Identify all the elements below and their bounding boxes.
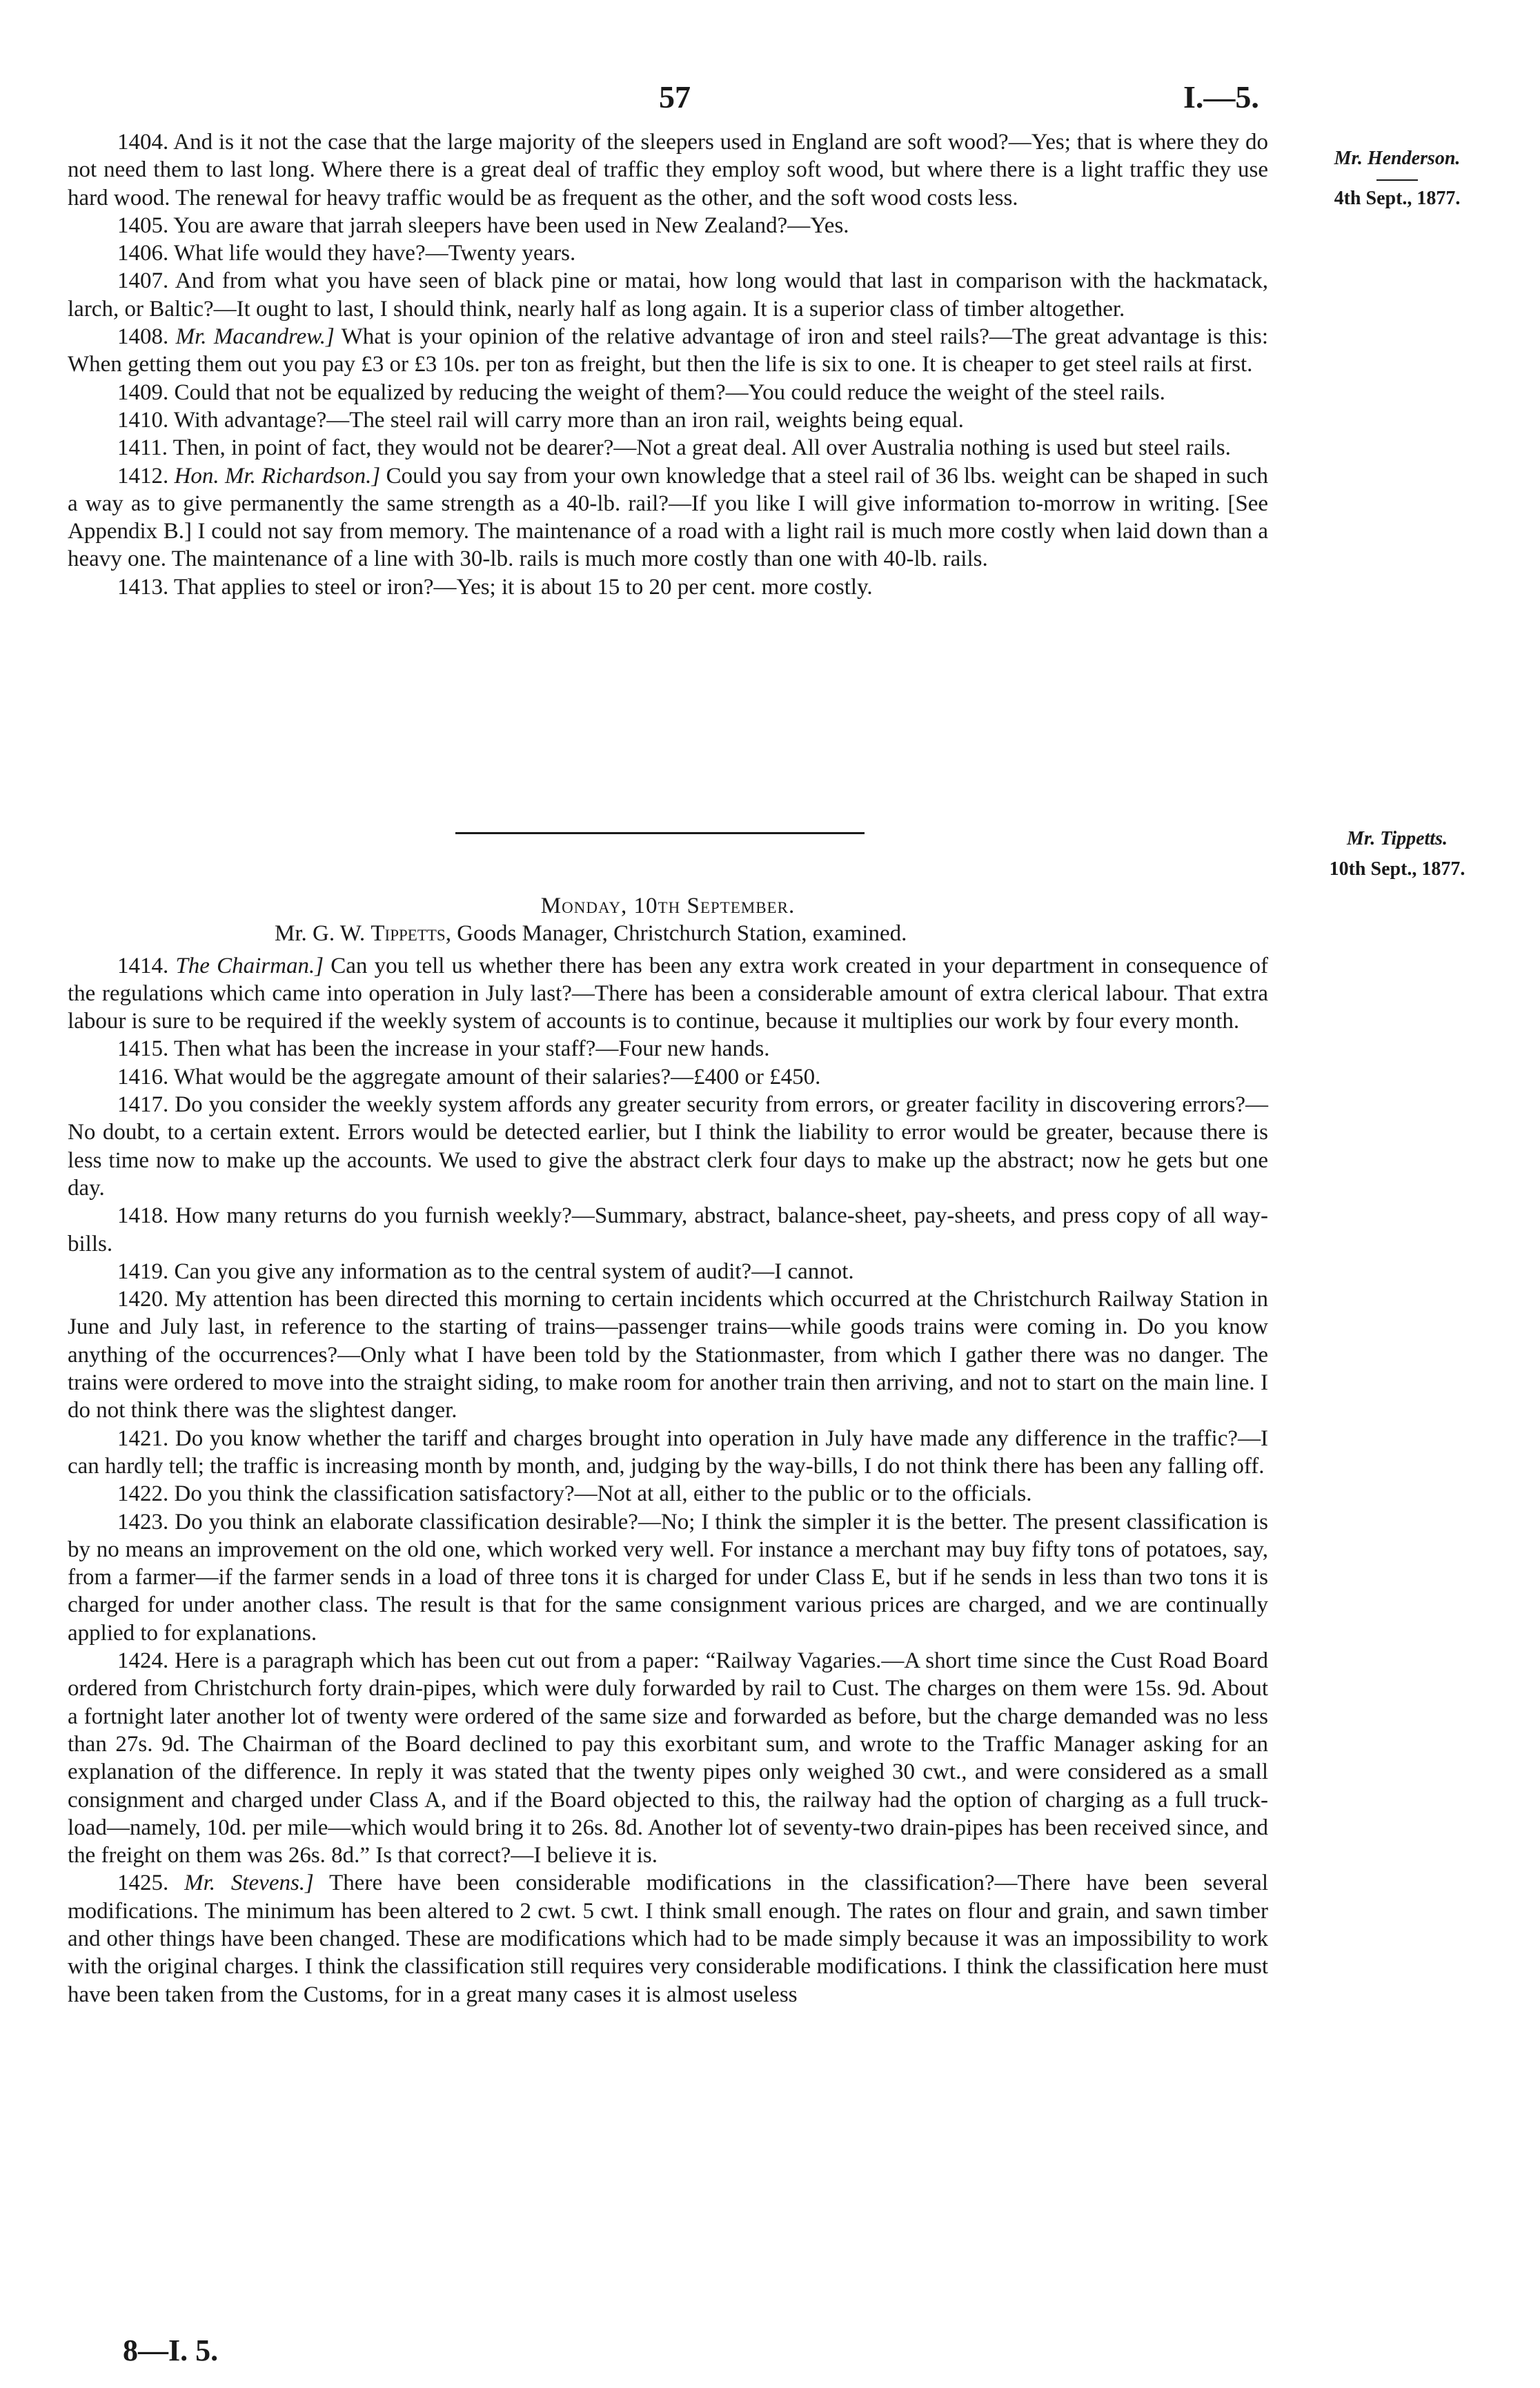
question-number: 1415. [117, 1036, 169, 1062]
witness-name: Tippetts [371, 921, 446, 947]
question-text: With advantage?—The steel rail will carry more than an iron rail, weights being equal. [168, 407, 964, 433]
question-number: 1408. [117, 324, 169, 350]
question-paragraph [68, 379, 1268, 406]
question-number: 1420. [117, 1287, 169, 1312]
speaker-name: Hon. Mr. Richardson.] [174, 463, 381, 489]
margin-note-dash [1376, 179, 1418, 181]
question-number: 1409. [117, 379, 169, 405]
question-text: What life would they have?—Twenty years. [168, 241, 576, 266]
question-text: Could that not be equalized by reducing the weight of them?—You could reduce the weight of the steel rails. [168, 379, 1165, 405]
question-number: 1418. [117, 1203, 169, 1229]
margin-note-name: Mr. Henderson. [1334, 148, 1461, 169]
question-text: You are aware that jarrah sleepers have been used in New Zealand?—Yes. [168, 213, 849, 238]
page-number: 57 [659, 79, 691, 115]
question-text: Can you tell us whether there has been any extra work created in your department in consequence of the regulations which came into operation in July last?—There has been a considerable amount of extra clerical labour. That extra labour is sure to be required if the weekly system of accounts is to continue, because it multiplies our work by four every month. [68, 953, 1269, 1034]
question-text: And is it not the case that the large majority of the sleepers used in England are soft wood?—Yes; that is where they do not need them to last long. Where there is a great deal of traffic they employ soft wood, but where there is a light traffic they use hard wood. The renewal for heavy traffic would be as frequent as the other, and the soft wood costs less. [68, 130, 1268, 210]
question-paragraph [68, 1091, 1268, 1202]
speaker-name: Mr. Stevens.] [184, 1871, 314, 1896]
margin-note-witness-2 [1283, 825, 1511, 883]
question-paragraph [68, 239, 1268, 267]
question-paragraph [68, 952, 1268, 1036]
testimony-section-tippetts [68, 892, 1268, 2009]
question-number: 1422. [117, 1481, 169, 1507]
question-number: 1416. [117, 1064, 169, 1089]
question-number: 1414. [117, 953, 169, 978]
question-paragraph [68, 573, 1268, 601]
question-text: Could you say from your own knowledge that a steel rail of 36 lbs. weight can be shaped in such a way as to give permanently the same strength as a 40-lb. rail?—If you like I will give information to-morrow in writing. [See Appendix B.] I could not say from memory. The maintenance of a road with a light rail is much more costly when laid down than a heavy one. The maintenance of a line with 30-lb. rails is much more costly than one with 40-lb. rails. [68, 463, 1269, 572]
margin-note-date: 4th Sept., 1877. [1334, 188, 1461, 209]
question-text: And from what you have seen of black pine or matai, how long would that last in comparison with the hackmatack, larch, or Baltic?—It ought to last, I should think, nearly half as long again. It is a superior class of timber altogether. [68, 268, 1268, 322]
question-paragraph [68, 1480, 1268, 1508]
question-text: My attention has been directed this morning to certain incidents which occurred at the Christchurch Railway Station in June and July last, in reference to the starting of trains—passenger trains—while goods trains were coming in. Do you know anything of the occurrences?—Only what I have been told by the Stationmaster, from which I gather there was no danger. The trains were ordered to move into the straight siding, to make room for another train then arriving, and not to start on the main line. I do not think there was the slightest danger. [68, 1287, 1268, 1423]
speaker-name: The Chairman.] [175, 953, 324, 978]
question-paragraph [68, 1647, 1268, 1869]
question-text: Do you know whether the tariff and charges brought into operation in July have made any difference in the traffic?—I can hardly tell; the traffic is increasing month by month, and, judging by the way-bills, I do not think there has been any falling off. [68, 1425, 1268, 1479]
question-text: Then what has been the increase in your staff?—Four new hands. [168, 1036, 770, 1062]
question-paragraph [68, 1035, 1268, 1063]
question-number: 1406. [117, 241, 169, 266]
document-reference: I.—5. [1183, 79, 1259, 115]
session-date: Monday, 10th September. [540, 894, 796, 918]
question-number: 1410. [117, 407, 169, 433]
question-number: 1417. [117, 1092, 169, 1118]
question-paragraph [68, 212, 1268, 239]
question-number: 1405. [117, 213, 169, 238]
signature-mark: 8—I. 5. [123, 2333, 219, 2367]
question-text: What would be the aggregate amount of their salaries?—£400 or £450. [168, 1064, 821, 1089]
testimony-body [68, 952, 1268, 2009]
witness-suffix: , Goods Manager, Christchurch Station, examined. [445, 921, 907, 947]
question-paragraph [68, 1285, 1268, 1424]
question-text: That applies to steel or iron?—Yes; it is about 15 to 20 per cent. more costly. [168, 574, 873, 600]
question-text: Do you consider the weekly system affords any greater security from errors, or greater facility in discovering errors?—No doubt, to a certain extent. Errors would be detected earlier, but I think the liability to error would be greater, because there is less time now to make up the accounts. We used to give the abstract clerk four days to make up the abstract; now he gets but one day. [68, 1092, 1268, 1201]
margin-note-date: 10th Sept., 1877. [1329, 858, 1465, 880]
question-number: 1413. [117, 574, 169, 600]
question-paragraph [68, 323, 1268, 379]
question-paragraph [68, 128, 1268, 212]
witness-prefix: Mr. G. W. [275, 921, 371, 947]
question-text: What is your opinion of the relative advantage of iron and steel rails?—The great advantage is this: When getting them out you pay £3 or £3 10s. per ton as freight, but then the life is six to one. It is cheaper to get steel rails at first. [68, 324, 1269, 377]
question-number: 1421. [117, 1425, 169, 1451]
question-text: There have been considerable modifications in the classification?—There have been several modifications. The minimum has been altered to 2 cwt. 5 cwt. I think small enough. The rates on flour and grain, and sawn timber and other things have been changed. These are modifications which had to be made simply because it was an impossibility to work with the original charges. I think the classification still requires very considerable modifications. I think the classification here must have been taken from the Customs, for in a great many cases it is almost useless [68, 1871, 1268, 2007]
question-text: How many returns do you furnish weekly?—Summary, abstract, balance-sheet, pay-sheets, and press copy of all way-bills. [68, 1203, 1268, 1256]
margin-note-name: Mr. Tippetts. [1347, 828, 1448, 849]
question-paragraph [68, 1258, 1268, 1285]
question-number: 1404. [117, 130, 169, 155]
margin-note-witness-1 [1283, 145, 1511, 213]
question-paragraph [68, 1425, 1268, 1481]
question-paragraph [68, 462, 1268, 573]
question-number: 1425. [117, 1871, 169, 1896]
question-number: 1407. [117, 268, 169, 294]
witness-heading [68, 920, 1268, 947]
question-paragraph [68, 406, 1268, 434]
question-paragraph [68, 267, 1268, 323]
question-number: 1423. [117, 1509, 169, 1535]
question-text: Here is a paragraph which has been cut out from a paper: “Railway Vagaries.—A short time since the Cust Road Board ordered from Christchurch forty drain-pipes, which were duly forwarded by rail to Cust. The charges on them were 15s. 9d. About a fortnight later another lot of twenty were ordered of the same size and forwarded as before, but the charge demanded was no less than 27s. 9d. The Chairman of the Board declined to pay this exorbitant sum, and wrote to the Traffic Manager asking for an explanation of the difference. In reply it was stated that the twenty pipes only weighed 30 cwt., and were considered as a small consignment and charged under Class A, and if the Board objected to this, the railway had the option of charging as a full truck-load—namely, 10d. per mile—which would bring it to 26s. 8d. Another lot of seventy-two drain-pipes has been received since, and the freight on them was 26s. 8d.” Is that correct?—I believe it is. [68, 1648, 1268, 1868]
question-number: 1424. [117, 1648, 169, 1674]
speaker-name: Mr. Macandrew.] [175, 324, 335, 350]
question-text: Can you give any information as to the central system of audit?—I cannot. [168, 1259, 854, 1284]
question-text: Do you think an elaborate classification desirable?—No; I think the simpler it is the better. The present classification is by no means an improvement on the old one, which worked very well. For instance a merchant may buy fifty tons of potatoes, say, from a farmer—if the farmer sends in a load of three tons it is charged for under Class E, but if he sends in less than two tons it is charged for under another class. The result is that for the same consignment various prices are charged, and we are continually applied to for explanations. [68, 1509, 1268, 1646]
question-number: 1411. [117, 435, 168, 461]
section-divider [455, 832, 865, 834]
question-paragraph [68, 1508, 1268, 1647]
question-paragraph [68, 1063, 1268, 1091]
question-paragraph [68, 1869, 1268, 2008]
question-number: 1412. [117, 463, 169, 489]
testimony-section-henderson [68, 128, 1268, 601]
question-text: Then, in point of fact, they would not be dearer?—Not a great deal. All over Australia nothing is used but steel rails. [168, 435, 1231, 461]
question-paragraph [68, 434, 1268, 462]
question-number: 1419. [117, 1259, 169, 1284]
question-paragraph [68, 1202, 1268, 1258]
question-text: Do you think the classification satisfactory?—Not at all, either to the public or to the officials. [168, 1481, 1032, 1507]
